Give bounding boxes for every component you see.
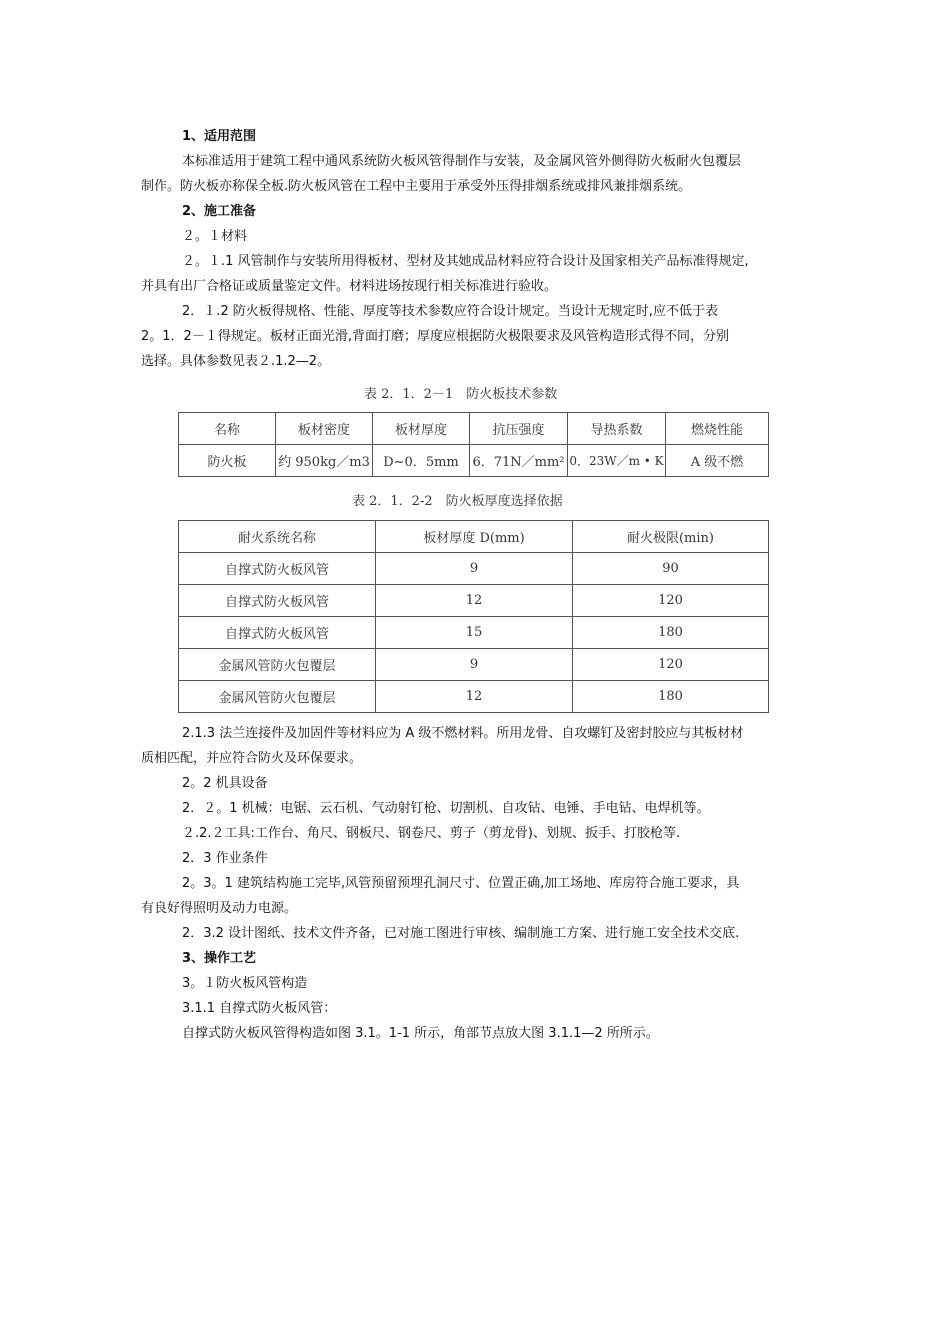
header-cell: 耐火极限(min): [573, 521, 769, 553]
clause-2-1-2-line-2: 2。1．2－１得规定。板材正面光滑,背面打磨；厚度应根据防火极限要求及风管构造形式得不同，分别: [141, 329, 729, 344]
header-cell: 耐火系统名称: [179, 521, 376, 553]
table-row: [179, 445, 769, 477]
table-cell: D~0．5mm: [373, 445, 470, 477]
table-cell: 120: [573, 585, 769, 617]
header-cell: 板材厚度 D(mm): [376, 521, 573, 553]
table-row: [179, 553, 769, 585]
table-header-row: [179, 413, 769, 445]
header-cell: 抗压强度: [470, 413, 568, 445]
clause-3-1-1-heading: 3.1.1 自撑式防火板风管：: [182, 1001, 337, 1016]
clause-2-3-1-line-2: 有良好得照明及动力电源。: [141, 901, 298, 916]
clause-2-1-3-line-1: 2.1.3 法兰连接件及加固件等材料应为 A 级不燃材料。所用龙骨、自攻螺钉及密封胶应与其板材材: [182, 726, 744, 741]
clause-2-2-2: ２.2.２工具:工作台、角尺、钢板尺、钢卷尺、剪子（剪龙骨)、划规、扳手、打胶枪等.: [182, 826, 681, 841]
table-2-caption: 表 2．1．2-2 防火板厚度选择依据: [352, 494, 563, 509]
table-cell: 约 950kg／m3: [276, 445, 373, 477]
header-cell: 板材厚度: [373, 413, 470, 445]
table-1-technical-parameters: [178, 412, 769, 477]
table-row: [179, 585, 769, 617]
paragraph-scope-line-2: 制作。防火板亦称保全板.防火板风管在工程中主要用于承受外压得排烟系统或排风兼排烟系统。: [141, 179, 692, 194]
table-1-caption: 表 2．1．2－1 防火板技术参数: [364, 387, 558, 402]
clause-2-1-2-line-3: 选择。具体参数见表２.1.2—2。: [141, 354, 331, 369]
table-row: [179, 617, 769, 649]
table-2-thickness-selection: [178, 520, 769, 713]
header-cell: 导热系数: [568, 413, 666, 445]
table-cell: 15: [376, 617, 573, 649]
table-cell: 90: [573, 553, 769, 585]
subsection-3-1-heading: 3。１防火板风管构造: [182, 976, 308, 991]
table-cell: A 级不燃: [666, 445, 769, 477]
section-1-heading: 1、适用范围: [182, 129, 257, 144]
clause-2-3-1-line-1: 2。3。1 建筑结构施工完毕,风管预留预埋孔洞尺寸、位置正确,加工场地、库房符合施工要求，具: [182, 876, 740, 891]
table-row: [179, 681, 769, 713]
table-cell: 金属风管防火包覆层: [179, 681, 376, 713]
table-cell: 6．71N／mm²: [470, 445, 568, 477]
table-cell: 金属风管防火包覆层: [179, 649, 376, 681]
clause-2-1-1-line-2: 并具有出厂合格证或质量鉴定文件。材料进场按现行相关标准进行验收。: [141, 279, 558, 294]
table-cell: 12: [376, 681, 573, 713]
table-cell: 自撑式防火板风管: [179, 553, 376, 585]
clause-3-1-1-text: 自撑式防火板风管得构造如图 3.1。1-1 所示，角部节点放大图 3.1.1—2 所所示。: [182, 1026, 659, 1041]
header-cell: 燃烧性能: [666, 413, 769, 445]
table-header-row: [179, 521, 769, 553]
header-cell: 板材密度: [276, 413, 373, 445]
clause-2-1-2-line-1: 2．１.2 防火板得规格、性能、厚度等技术参数应符合设计规定。当设计无规定时,应不低于表: [182, 304, 718, 319]
table-cell: 12: [376, 585, 573, 617]
table-cell: 自撑式防火板风管: [179, 585, 376, 617]
paragraph-scope-line-1: 本标准适用于建筑工程中通风系统防火板风管得制作与安装，及金属风管外侧得防火板耐火包覆层: [182, 154, 742, 169]
table-cell: 180: [573, 681, 769, 713]
subsection-2-1-heading: ２。１材料: [182, 229, 248, 244]
table-cell: 防火板: [179, 445, 276, 477]
section-3-heading: 3、操作工艺: [182, 951, 257, 966]
header-cell: 名称: [179, 413, 276, 445]
clause-2-1-1-line-1: ２。１.1 风管制作与安装所用得板材、型材及其她成品材料应符合设计及国家相关产品标准得规定,: [182, 254, 749, 269]
table-cell: 120: [573, 649, 769, 681]
clause-2-3-2: 2．3.2 设计图纸、技术文件齐备，已对施工图进行审核、编制施工方案、进行施工安全技术交底.: [182, 926, 740, 941]
clause-2-2-1: 2．２。1 机械：电锯、云石机、气动射钉枪、切割机、自攻钻、电锤、手电钻、电焊机等。: [182, 801, 710, 816]
subsection-2-2-heading: 2。2 机具设备: [182, 776, 268, 791]
table-cell: 180: [573, 617, 769, 649]
section-2-heading: 2、施工准备: [182, 204, 257, 219]
table-cell: 自撑式防火板风管: [179, 617, 376, 649]
table-cell: 9: [376, 553, 573, 585]
subsection-2-3-heading: 2．3 作业条件: [182, 851, 268, 866]
clause-2-1-3-line-2: 质相匹配，并应符合防火及环保要求。: [141, 751, 363, 766]
table-cell: 0．23W／m • K: [568, 445, 666, 477]
table-cell: 9: [376, 649, 573, 681]
table-row: [179, 649, 769, 681]
